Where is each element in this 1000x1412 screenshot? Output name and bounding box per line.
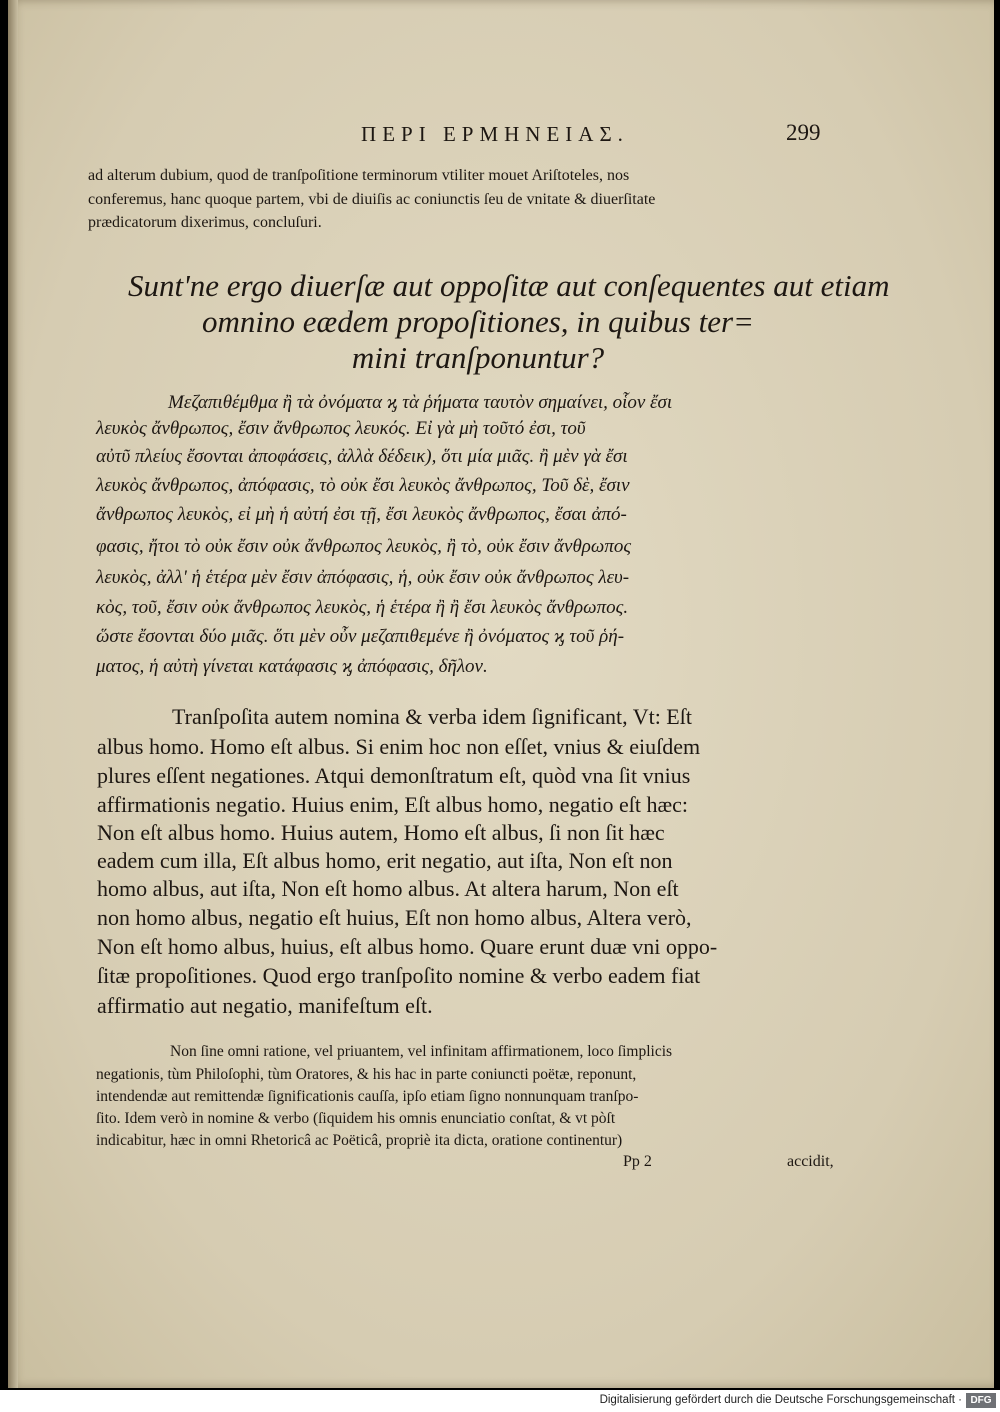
latin-line: affirmatio aut negatio, manifeſtum eſt. bbox=[97, 993, 433, 1018]
lemma-line: omnino eædem propoſitiones, in quibus ter= bbox=[202, 304, 754, 339]
greek-line: αὐτῦ πλείυς ἔσονται ἀποφάσεις, ἀλλὰ δέδεικ), ὅτι μία μιᾶς. ἢ μὲν γὰ ἔσι bbox=[96, 446, 628, 467]
latin-line: homo albus, aut iſta, Non eſt homo albus. At altera harum, Non eſt bbox=[97, 876, 679, 901]
latin-line: ſitæ propoſitiones. Quod ergo tranſpoſito nomine & verbo eadem fiat bbox=[97, 963, 701, 988]
greek-line: Μεζαπιθέμθμα ἢ τὰ ὀνόματα ϗ τὰ ῥήματα ταυτὸν σημαίνει, οἷον ἔσι bbox=[168, 392, 673, 413]
catchword: accidit, bbox=[787, 1153, 834, 1170]
running-head: ΠΕΡΙ ΕΡΜΗΝΕΙΑΣ. bbox=[361, 122, 629, 146]
commentary-line: intendendæ aut remittendæ ſignificationis cauſſa, ipſo etiam ſigno nonnunquam tranſpo- bbox=[96, 1088, 639, 1105]
latin-line: affirmationis negatio. Huius enim, Eſt albus homo, negatio eſt hæc: bbox=[97, 792, 689, 817]
lemma-line: mini tranſponuntur? bbox=[351, 340, 605, 375]
page-gutter-edge bbox=[8, 0, 18, 1388]
latin-line: Non eſt albus homo. Huius autem, Homo eſt albus, ſi non ſit hæc bbox=[97, 820, 665, 845]
signature-mark: Pp 2 bbox=[623, 1153, 652, 1170]
funding-credit: Digitalisierung gefördert durch die Deutsche Forschungsgemeinschaft · bbox=[599, 1394, 962, 1406]
latin-line: Tranſpoſita autem nomina & verba idem ſignificant, Vt: Eſt bbox=[172, 704, 692, 729]
latin-line: non homo albus, negatio eſt huius, Eſt non homo albus, Altera verò, bbox=[97, 905, 692, 930]
commentary-line: ſito. Idem verò in nomine & verbo (ſiquidem his omnis enunciatio conſtat, & vt pòſt bbox=[96, 1110, 616, 1127]
commentary-line: Non ſine omni ratione, vel priuantem, vel infinitam affirmationem, loco ſimplicis bbox=[170, 1043, 673, 1060]
greek-line: ὥστε ἔσονται δύο μιᾶς. ὅτι μὲν οὖν μεζαπιθεμένε ἢ ὀνόματος ϗ τοῦ ῥή- bbox=[96, 626, 625, 647]
intro-line: conferemus, hanc quoque partem, vbi de diuiſis ac coniunctis ſeu de vnitate & diuerſitate bbox=[88, 191, 656, 208]
footer-bar bbox=[0, 1390, 1000, 1412]
page-number: 299 bbox=[786, 120, 821, 145]
greek-line: κὸς, τοῦ, ἔσιν οὐκ ἄνθρωπος λευκὸς, ἡ ἑτέρα ἢ ἢ ἔσι λευκὸς ἄνθρωπος. bbox=[96, 597, 629, 618]
greek-line: λευκὸς ἄνθρωπος, ἔσιν ἄνθρωπος λευκός. Εἰ γὰ μὴ τοῦτό ἐσι, τοῦ bbox=[96, 418, 586, 439]
dfg-logo: DFG bbox=[966, 1393, 996, 1408]
intro-line: ad alterum dubium, quod de tranſpoſitione terminorum vtiliter mouet Ariſtoteles, nos bbox=[88, 167, 630, 184]
latin-line: albus homo. Homo eſt albus. Si enim hoc non eſſet, vnius & eiuſdem bbox=[97, 734, 701, 759]
intro-line: prædicatorum dixerimus, concluſuri. bbox=[88, 214, 322, 231]
latin-line: Non eſt homo albus, huius, eſt albus homo. Quare erunt duæ vni oppo- bbox=[97, 934, 718, 959]
latin-line: eadem cum illa, Eſt albus homo, erit negatio, aut iſta, Non eſt non bbox=[97, 848, 673, 873]
greek-line: φασις, ἤτοι τὸ οὐκ ἔσιν οὐκ ἄνθρωπος λευκὸς, ἢ τὸ, οὐκ ἔσιν ἄνθρωπος bbox=[96, 536, 632, 557]
lemma-line: Sunt'ne ergo diuerſæ aut oppoſitæ aut conſequentes aut etiam bbox=[128, 268, 890, 303]
greek-line: λευκὸς, ἀλλ' ἡ ἑτέρα μὲν ἔσιν ἀπόφασις, ἡ, οὐκ ἔσιν οὐκ ἄνθρωπος λευ- bbox=[96, 567, 630, 588]
commentary-line: indicabitur, hæc in omni Rhetoricâ ac Poëticâ, propriè ita dicta, oratione continentur) bbox=[96, 1132, 623, 1149]
greek-line: ματος, ἡ αὐτὴ γίνεται κατάφασις ϗ ἀπόφασις, δῆλον. bbox=[96, 656, 488, 677]
commentary-line: negationis, tùm Philoſophi, tùm Oratores, & his hac in parte coniuncti poëtæ, reponunt, bbox=[96, 1066, 637, 1083]
greek-line: λευκὸς ἄνθρωπος, ἀπόφασις, τὸ οὐκ ἔσι λευκὸς ἄνθρωπος, Τοῦ δὲ, ἔσιν bbox=[96, 475, 630, 496]
greek-line: ἄνθρωπος λευκὸς, εἰ μὴ ἡ αὐτή ἐσι τῇ, ἔσι λευκὸς ἄνθρωπος, ἔσαι ἀπό- bbox=[96, 504, 627, 525]
latin-line: plures eſſent negationes. Atqui demonſtratum eſt, quòd vna ſit vnius bbox=[97, 763, 691, 788]
lemma-heading bbox=[128, 268, 890, 376]
